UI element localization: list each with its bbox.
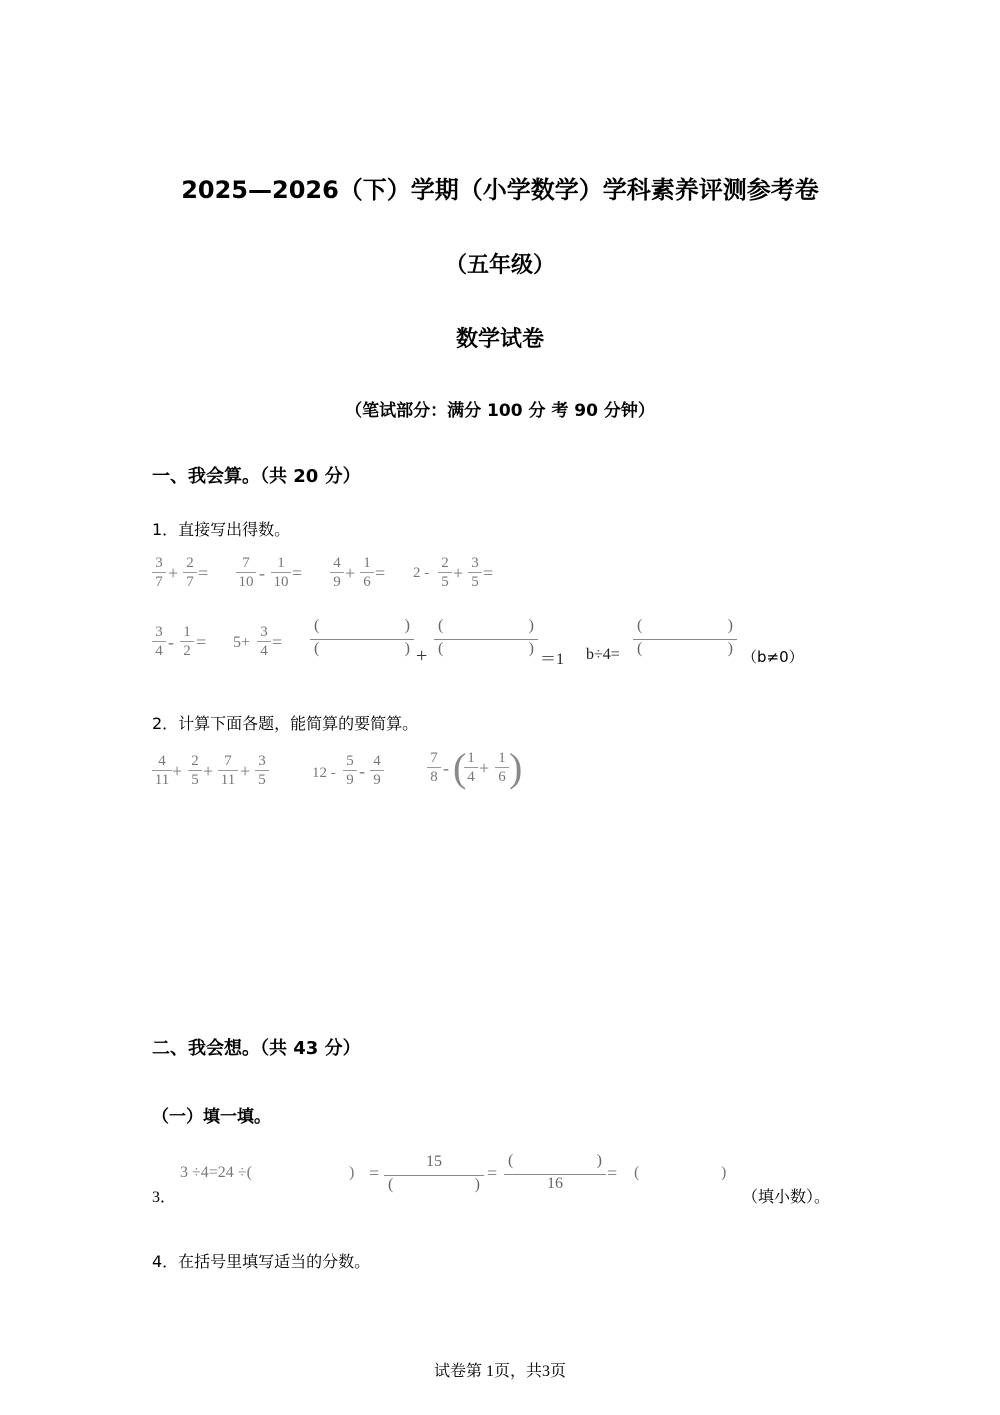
blank-fraction[interactable]: ( ) ( ) (310, 617, 414, 662)
operator: + (345, 563, 356, 583)
equals: = (607, 1163, 618, 1183)
exam-info: （笔试部分：满分 100 分 考 90 分钟） (345, 401, 655, 421)
left-paren: ( (453, 745, 467, 790)
q3-decimal-open[interactable]: ( (634, 1164, 640, 1181)
fraction: $\frac{3}{7}$ (152, 554, 166, 591)
operator: - (259, 563, 265, 583)
q3-expression: 3 ÷4=24 ÷( (180, 1164, 252, 1181)
operator: + (203, 761, 214, 781)
right-paren: ) (509, 745, 523, 790)
operator: + (172, 761, 183, 781)
equals: = (483, 563, 494, 583)
q1-label: 1．直接写出得数。 (152, 520, 291, 539)
exam-title: 2025—2026（下）学期（小学数学）学科素养评测参考卷 (181, 176, 819, 204)
condition-note: （b≠0） (742, 648, 804, 666)
fraction: $\frac{2}{5}$ (188, 752, 202, 789)
fraction: $\frac{1}{4}$ (464, 749, 478, 786)
fraction: $\frac{4}{11}$ (152, 752, 172, 789)
q3-note: （填小数）。 (742, 1187, 831, 1206)
q3-fraction-15[interactable]: 15 ( ) (384, 1153, 484, 1198)
equals: = (369, 1163, 380, 1183)
fraction: $\frac{3}{5}$ (255, 752, 269, 789)
lead-number: 5+ (233, 634, 251, 651)
fraction: $\frac{4}{9}$ (370, 752, 384, 789)
fraction: $\frac{1}{2}$ (180, 623, 194, 660)
fraction: $\frac{2}{7}$ (183, 554, 197, 591)
fraction: $\frac{5}{9}$ (343, 752, 357, 789)
q4-label: 4．在括号里填写适当的分数。 (152, 1252, 371, 1271)
plus-operator: + (416, 645, 428, 667)
equals: = (198, 563, 209, 583)
blank-fraction[interactable]: ( ) ( ) (633, 617, 737, 662)
section1-title: 一、我会算。（共 20 分） (152, 466, 361, 487)
q3-fraction-16[interactable]: ( ) 16 (504, 1152, 606, 1197)
blank-fraction[interactable]: ( ) ( ) (434, 617, 538, 662)
fraction: $\frac{7}{11}$ (218, 752, 238, 789)
lead-number: 12 - (312, 765, 336, 781)
subject-label: 数学试卷 (455, 327, 544, 352)
fraction: $\frac{1}{6}$ (360, 554, 374, 591)
fraction: $\frac{4}{9}$ (330, 554, 344, 591)
q2-label: 2．计算下面各题，能简算的要简算。 (152, 714, 419, 733)
part1-title: （一）填一填。 (152, 1107, 271, 1127)
q3-close-paren[interactable]: ) (349, 1164, 355, 1181)
equals: = (196, 632, 207, 652)
grade-label: （五年级） (444, 253, 555, 278)
b-divide: b÷4= (586, 646, 620, 663)
fraction: $\frac{7}{8}$ (427, 749, 441, 786)
operator: + (479, 758, 490, 778)
operator: - (443, 758, 449, 778)
equals: = (487, 1163, 498, 1183)
lead-number: 2 - (413, 565, 430, 581)
fraction: $\frac{2}{5}$ (438, 554, 452, 591)
operator: + (168, 563, 179, 583)
operator: + (453, 563, 464, 583)
section2-title: 二、我会想。（共 43 分） (152, 1038, 361, 1059)
equals: = (292, 563, 303, 583)
equals: = (272, 632, 283, 652)
operator: - (359, 761, 365, 781)
fraction: $\frac{1}{6}$ (495, 749, 509, 786)
q3-number: 3． (152, 1189, 177, 1206)
fraction: $\frac{3}{4}$ (152, 623, 166, 660)
operator: - (168, 632, 174, 652)
page-footer: 试卷第 1页，共3页 (433, 1363, 566, 1380)
equals-one: ＝1 (540, 651, 565, 668)
operator: + (240, 761, 251, 781)
fraction: $\frac{1}{10}$ (271, 554, 291, 591)
fraction: $\frac{3}{4}$ (257, 623, 271, 660)
fraction: $\frac{3}{5}$ (468, 554, 482, 591)
equals: = (375, 563, 386, 583)
fraction: $\frac{7}{10}$ (236, 554, 256, 591)
q3-decimal-close[interactable]: ) (721, 1164, 727, 1181)
